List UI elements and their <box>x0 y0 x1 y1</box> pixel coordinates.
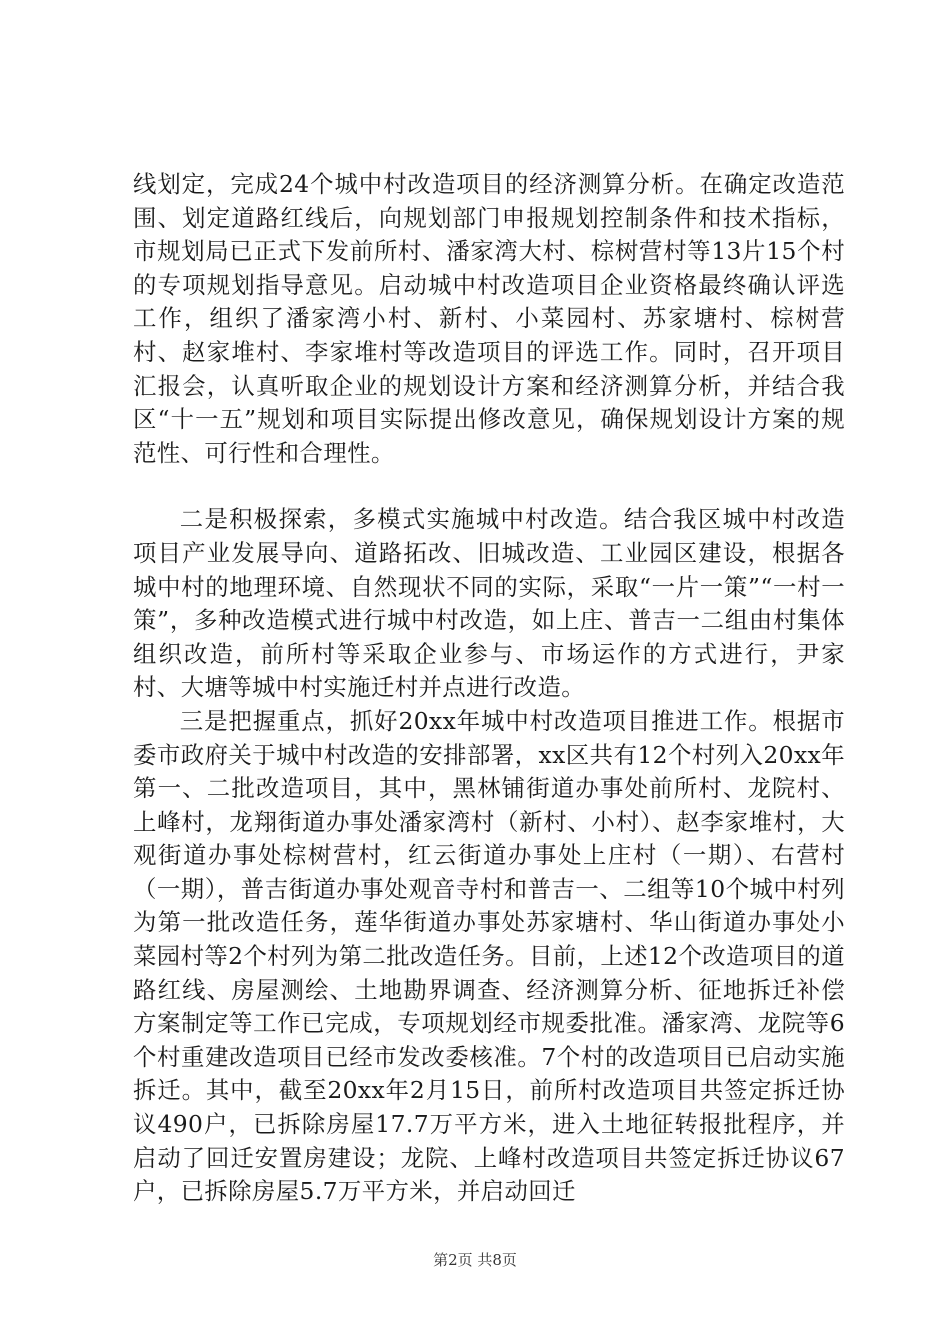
paragraph-continuation: 线划定，完成24个城中村改造项目的经济测算分析。在确定改造范围、划定道路红线后，向规划部门申报规划控制条件和技术指标，市规划局已正式下发前所村、潘家湾大村、棕树营村等13片15个村的专项规划指导意见。启动城中村改造项目企业资格最终确认评选工作，组织了潘家湾小村、新村、小菜园村、苏家塘村、棕树营村、赵家堆村、李家堆村等改造项目的评选工作。同时，召开项目汇报会，认真听取企业的规划设计方案和经济测算分析，并结合我区“十一五”规划和项目实际提出修改意见，确保规划设计方案的规范性、可行性和合理性。 <box>133 170 845 467</box>
paragraph-second-point: 二是积极探索，多模式实施城中村改造。结合我区城中村改造项目产业发展导向、道路拓改、旧城改造、工业园区建设，根据各城中村的地理环境、自然现状不同的实际，采取“一片一策”“一村一策”，多种改造模式进行城中村改造，如上庄、普吉一二组由村集体组织改造，前所村等采取企业参与、市场运作的方式进行，尹家村、大塘等城中村实施迁村并点进行改造。 <box>133 505 845 702</box>
page-number-footer: 第2页 共8页 <box>433 1251 517 1269</box>
paragraph-gap <box>133 470 845 503</box>
document-body <box>133 168 845 1209</box>
paragraph-third-point: 三是把握重点，抓好20xx年城中村改造项目推进工作。根据市委市政府关于城中村改造的安排部署，xx区共有12个村列入20xx年第一、二批改造项目，其中，黑林铺街道办事处前所村、龙院村、上峰村，龙翔街道办事处潘家湾村（新村、小村）、赵李家堆村，大观街道办事处棕树营村，红云街道办事处上庄村（一期）、右营村（一期），普吉街道办事处观音寺村和普吉一、二组等10个城中村列为第一批改造任务，莲华街道办事处苏家塘村、华山街道办事处小菜园村等2个村列为第二批改造任务。目前，上述12个改造项目的道路红线、房屋测绘、土地勘界调查、经济测算分析、征地拆迁补偿方案制定等工作已完成，专项规划经市规委批准。潘家湾、龙院等6个村重建改造项目已经市发改委核准。7个村的改造项目已启动实施拆迁。其中，截至20xx年2月15日，前所村改造项目共签定拆迁协议490户，已拆除房屋17.7万平方米，进入土地征转报批程序，并启动了回迁安置房建设；龙院、上峰村改造项目共签定拆迁协议67户，已拆除房屋5.7万平方米，并启动回迁 <box>133 706 845 1206</box>
